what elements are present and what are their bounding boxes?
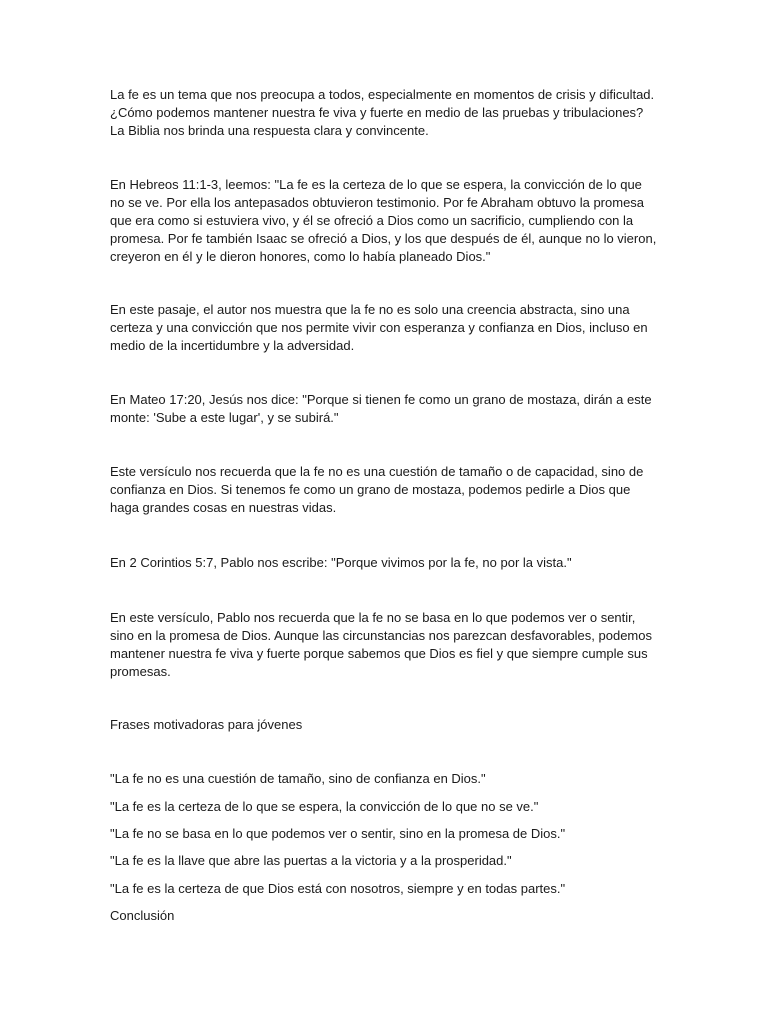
- intro-paragraph: La fe es un tema que nos preocupa a todos, especialmente en momentos de crisis y dificultad. ¿Cómo podemos mantener nuestra fe viva y fuerte en medio de las pruebas y tribulaciones? La Biblia nos brinda una respuesta clara y convincente.: [110, 87, 655, 138]
- mateo-paragraph: En Mateo 17:20, Jesús nos dice: "Porque si tienen fe como un grano de mostaza, dirán a este monte: 'Sube a este lugar', y se subirá.": [110, 392, 652, 425]
- quote-item: "La fe es la llave que abre las puertas a la victoria y a la prosperidad.": [110, 853, 512, 868]
- quote-item: "La fe es la certeza de lo que se espera, la convicción de lo que no se ve.": [110, 799, 539, 814]
- quote-item: "La fe no se basa en lo que podemos ver o sentir, sino en la promesa de Dios.": [110, 826, 566, 841]
- conclusion-heading: Conclusión: [110, 908, 175, 923]
- passage-explanation-paragraph: En este pasaje, el autor nos muestra que la fe no es solo una creencia abstracta, sino una certeza y una convicción que nos permite vivir con esperanza y confianza en Dios, incluso en medio de la incertidumbre y la adversidad.: [110, 302, 648, 353]
- quote-item: "La fe es la certeza de que Dios está con nosotros, siempre y en todas partes.": [110, 881, 566, 896]
- quote-item: "La fe no es una cuestión de tamaño, sino de confianza en Dios.": [110, 771, 486, 786]
- corintios-paragraph: En 2 Corintios 5:7, Pablo nos escribe: "Porque vivimos por la fe, no por la vista.": [110, 555, 572, 570]
- hebreos-paragraph: En Hebreos 11:1-3, leemos: "La fe es la certeza de lo que se espera, la convicción de lo que no se ve. Por ella los antepasados obtuvieron testimonio. Por fe Abraham obtuvo la promesa que era como si estuviera vivo, y él se ofreció a Dios como un sacrificio, cumpliendo con la promesa. Por fe también Isaac se ofreció a Dios, y los que después de él, aunque no lo vieron, creyeron en él y le dieron honores, como lo había planeado Dios.": [110, 177, 657, 264]
- mateo-explanation-paragraph: Este versículo nos recuerda que la fe no es una cuestión de tamaño o de capacidad, sino de confianza en Dios. Si tenemos fe como un grano de mostaza, podemos pedirle a Dios que haga grandes cosas en nuestras vidas.: [110, 464, 644, 515]
- corintios-explanation-paragraph: En este versículo, Pablo nos recuerda que la fe no se basa en lo que podemos ver o sentir, sino en la promesa de Dios. Aunque las circunstancias nos parezcan desfavorables, podemos mantener nuestra fe viva y fuerte porque sabemos que Dios es fiel y que siempre cumple sus promesas.: [110, 610, 652, 679]
- section-heading: Frases motivadoras para jóvenes: [110, 717, 303, 732]
